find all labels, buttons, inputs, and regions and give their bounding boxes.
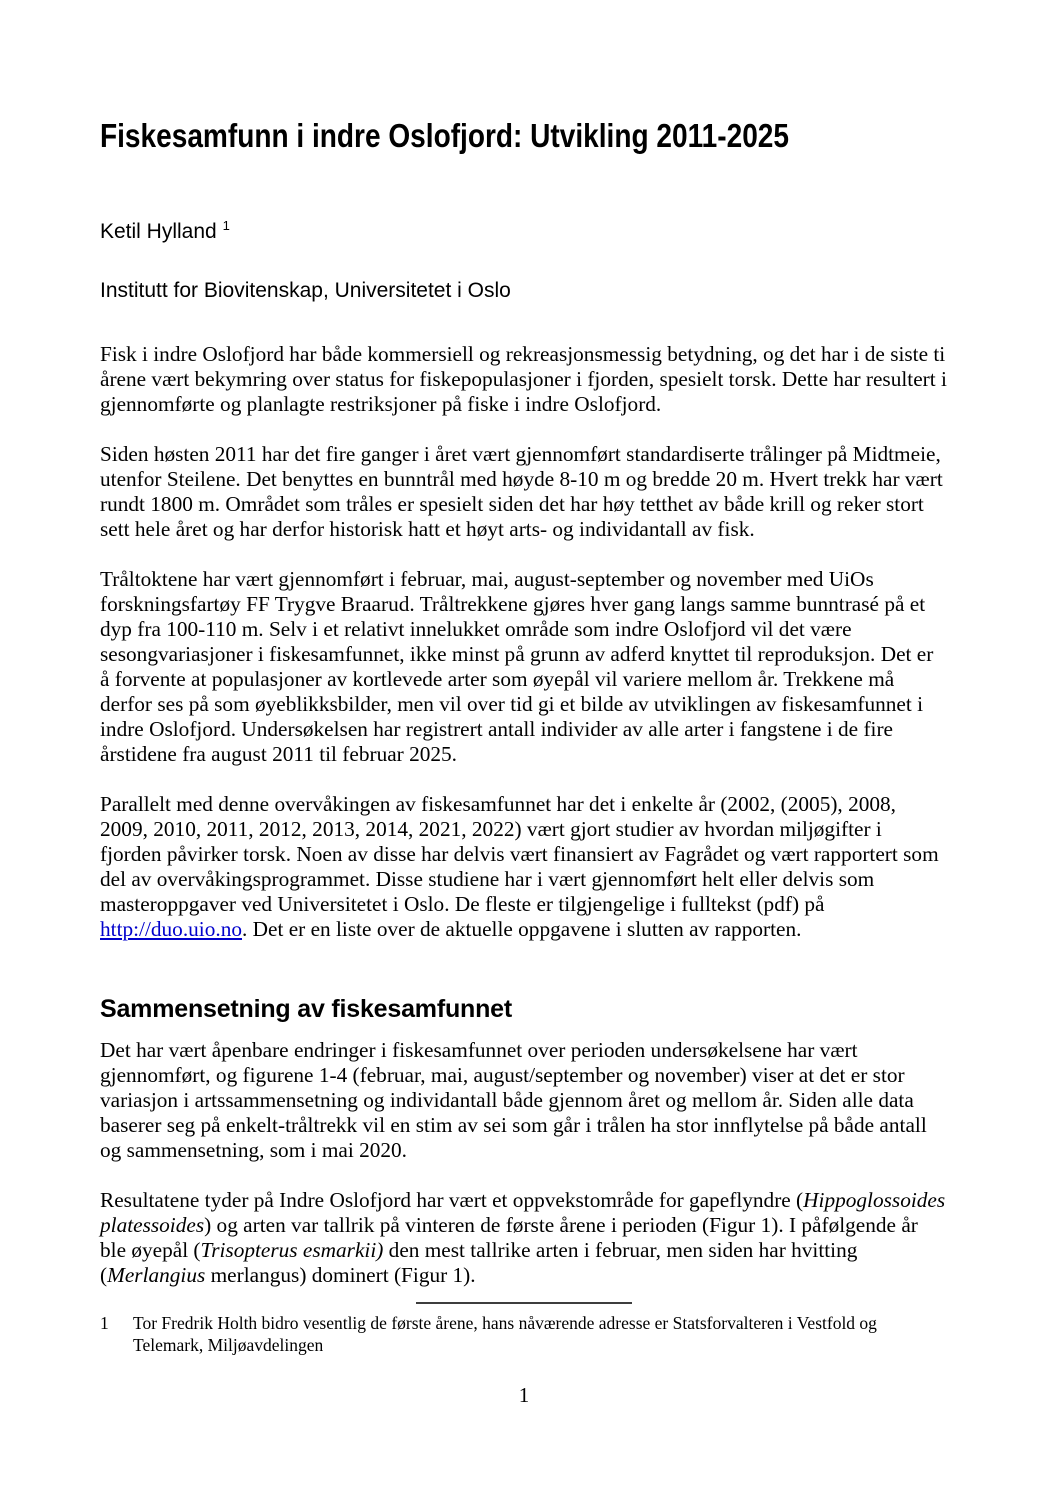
footnote-text: Tor Fredrik Holth bidro vesentlig de første årene, hans nåværende adresse er Statsforvalteren i Vestfold og Telemark, Miljøavdelingen (133, 1313, 877, 1355)
page-title-text: Fiskesamfunn i indre Oslofjord: Utvikling 2011-2025 (100, 117, 790, 154)
author-footnote-ref: 1 (222, 218, 230, 233)
text-run: Resultatene tyder på Indre Oslofjord har vært et oppvekstområde for gapeflyndre ( (100, 1188, 804, 1212)
duo-uio-link[interactable]: http://duo.uio.no (100, 917, 242, 941)
author-line (100, 219, 948, 245)
results-paragraph (100, 1188, 948, 1288)
footnote (100, 1312, 948, 1356)
text-run: den mest tallrike arten i februar, men siden har hvitting ( (100, 1238, 858, 1287)
text-run: Parallelt med denne overvåkingen av fiskesamfunnet har det i enkelte år (2002, (2005), 2008, 2009, 2010, 2011, 2012, 2013, 2014, 2021, 2022) vært gjort studier av hvordan miljøgifter i fjorden påvirker torsk. Noen av disse har delvis vært finansiert av Fagrådet og vært rapportert som del av overvåkingsprogrammet. Disse studiene har i vært gjennomført helt eller delvis som masteroppgaver ved Universitetet i Oslo. De fleste er tilgjengelige i fulltekst (pdf) på (100, 792, 939, 916)
species-name: Trisopterus esmarkii) (200, 1238, 384, 1262)
intro-paragraph-2: Siden høsten 2011 har det fire ganger i året vært gjennomført standardiserte trålinger på Midtmeie, utenfor Steilene. Det benyttes en bunntrål med høyde 8-10 m og bredde 20 m. Hvert trekk har vært rundt 1800 m. Området som tråles er spesielt siden det har høy tetthet av både krill og reker stort sett hele året og har derfor historisk hatt et høyt arts- og individantall av fisk. (100, 442, 943, 541)
footnote-separator (416, 1302, 632, 1304)
page-title (100, 116, 948, 156)
species-name: Hippoglossoides platessoides (100, 1188, 946, 1237)
text-run: merlangus) dominert (Figur 1). (205, 1263, 476, 1287)
text-run: ) og arten var tallrik på vinteren de første årene i perioden (Figur 1). I påfølgende år ble øyepål ( (100, 1213, 918, 1262)
composition-paragraph-1: Det har vært åpenbare endringer i fiskesamfunnet over perioden undersøkelsene har vært gjennomført, og figurene 1-4 (februar, mai, august/september og november) viser at det er stor variasjon i artssammensetning og individantall både gjennom året og mellom år. Siden alle data baserer seg på enkelt-tråltrekk vil en stim av sei som går i trålen ha stor innflytelse på både antall og sammensetning, som i mai 2020. (100, 1038, 927, 1162)
page-number: 1 (518, 1383, 530, 1407)
text-run: . Det er en liste over de aktuelle oppgavene i slutten av rapporten. (242, 917, 802, 941)
monitoring-paragraph (100, 792, 948, 942)
intro-paragraph-1: Fisk i indre Oslofjord har både kommersiell og rekreasjonsmessig betydning, og det har i de siste ti årene vært bekymring over status for fiskepopulasjoner i fjorden, spesielt torsk. Dette har resultert i gjennomførte og planlagte restriksjoner på fiske i indre Oslofjord. (100, 342, 947, 416)
author-name: Ketil Hylland (100, 220, 217, 243)
intro-paragraph-3: Tråltoktene har vært gjennomført i februar, mai, august-september og november med UiOs forskningsfartøy FF Trygve Braarud. Tråltrekkene gjøres hver gang langs samme bunntrasé på et dyp fra 100-110 m. Selv i et relativt innelukket område som indre Oslofjord vil det være sesongvariasjoner i fiskesamfunnet, ikke minst på grunn av adferd knyttet til reproduksjon. Det er å forvente at populasjoner av kortlevede arter som øyepål vil variere mellom år. Trekkene må derfor ses på som øyeblikksbilder, men vil over tid gi et bilde av utviklingen av fiskesamfunnet i indre Oslofjord. Undersøkelsen har registrert antall individer av alle arter i fangstene i de fire årstidene fra august 2011 til februar 2025. (100, 567, 934, 766)
affiliation: Institutt for Biovitenskap, Universitetet i Oslo (100, 279, 511, 302)
section-heading-composition: Sammensetning av fiskesamfunnet (100, 995, 512, 1023)
footnote-number: 1 (100, 1313, 109, 1333)
species-name: Merlangius (107, 1263, 206, 1287)
